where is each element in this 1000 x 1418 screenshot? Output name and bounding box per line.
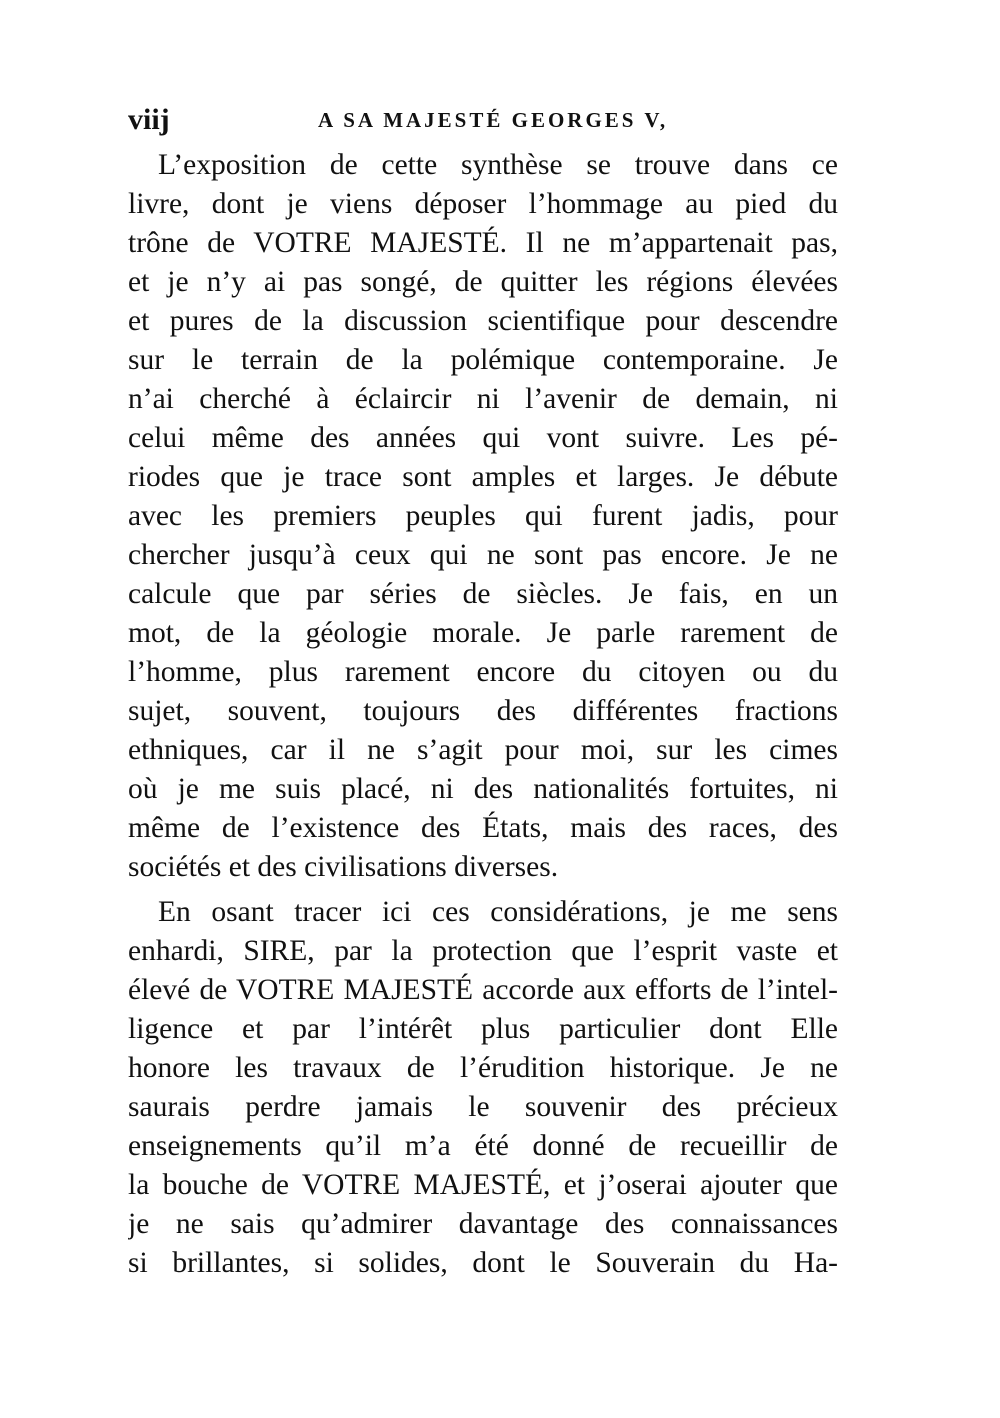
text-line: saurais perdre jamais le souvenir des précieux bbox=[128, 1091, 838, 1123]
text-line: calcule que par séries de siècles. Je fais, en un bbox=[128, 578, 838, 610]
text-line: livre, dont je viens déposer l’hommage au pied du bbox=[128, 188, 838, 220]
text-line: L’exposition de cette synthèse se trouve dans ce bbox=[158, 149, 838, 181]
text-line: sociétés et des civilisations diverses. bbox=[128, 851, 559, 883]
text-line: chercher jusqu’à ceux qui ne sont pas encore. Je ne bbox=[128, 539, 838, 571]
text-line: celui même des années qui vont suivre. Les pé- bbox=[128, 422, 838, 454]
text-line: ethniques, car il ne s’agit pour moi, sur les cimes bbox=[128, 734, 838, 766]
text-line: mot, de la géologie morale. Je parle rarement de bbox=[128, 617, 838, 649]
text-line: élevé de VOTRE MAJESTÉ accorde aux efforts de l’intel- bbox=[128, 974, 838, 1006]
text-line: riodes que je trace sont amples et larges. Je débute bbox=[128, 461, 838, 493]
text-line: honore les travaux de l’érudition historique. Je ne bbox=[128, 1052, 838, 1084]
text-line: trône de VOTRE MAJESTÉ. Il ne m’appartenait pas, bbox=[128, 227, 838, 259]
text-line: même de l’existence des États, mais des races, des bbox=[128, 812, 838, 844]
text-line: En osant tracer ici ces considérations, je me sens bbox=[158, 896, 838, 928]
text-line: avec les premiers peuples qui furent jadis, pour bbox=[128, 500, 838, 532]
text-line: et je n’y ai pas songé, de quitter les régions élevées bbox=[128, 266, 838, 298]
text-line: ligence et par l’intérêt plus particulier dont Elle bbox=[128, 1013, 838, 1045]
text-line: l’homme, plus rarement encore du citoyen ou du bbox=[128, 656, 838, 688]
text-line: enhardi, SIRE, par la protection que l’esprit vaste et bbox=[128, 935, 838, 967]
text-line: enseignements qu’il m’a été donné de recueillir de bbox=[128, 1130, 838, 1162]
page-number: viij bbox=[128, 103, 170, 136]
running-title: A SA MAJESTÉ GEORGES V, bbox=[318, 108, 669, 132]
text-line: si brillantes, si solides, dont le Souverain du Ha- bbox=[128, 1247, 838, 1279]
text-line: où je me suis placé, ni des nationalités fortuites, ni bbox=[128, 773, 838, 805]
text-line: je ne sais qu’admirer davantage des connaissances bbox=[128, 1208, 838, 1240]
text-line: sur le terrain de la polémique contemporaine. Je bbox=[128, 344, 838, 376]
body-text bbox=[128, 146, 838, 1283]
text-line: n’ai cherché à éclaircir ni l’avenir de demain, ni bbox=[128, 383, 838, 415]
text-line: sujet, souvent, toujours des différentes fractions bbox=[128, 695, 838, 727]
text-line: la bouche de VOTRE MAJESTÉ, et j’oserai ajouter que bbox=[128, 1169, 838, 1201]
running-head bbox=[128, 100, 838, 140]
text-line: et pures de la discussion scientifique pour descendre bbox=[128, 305, 838, 337]
